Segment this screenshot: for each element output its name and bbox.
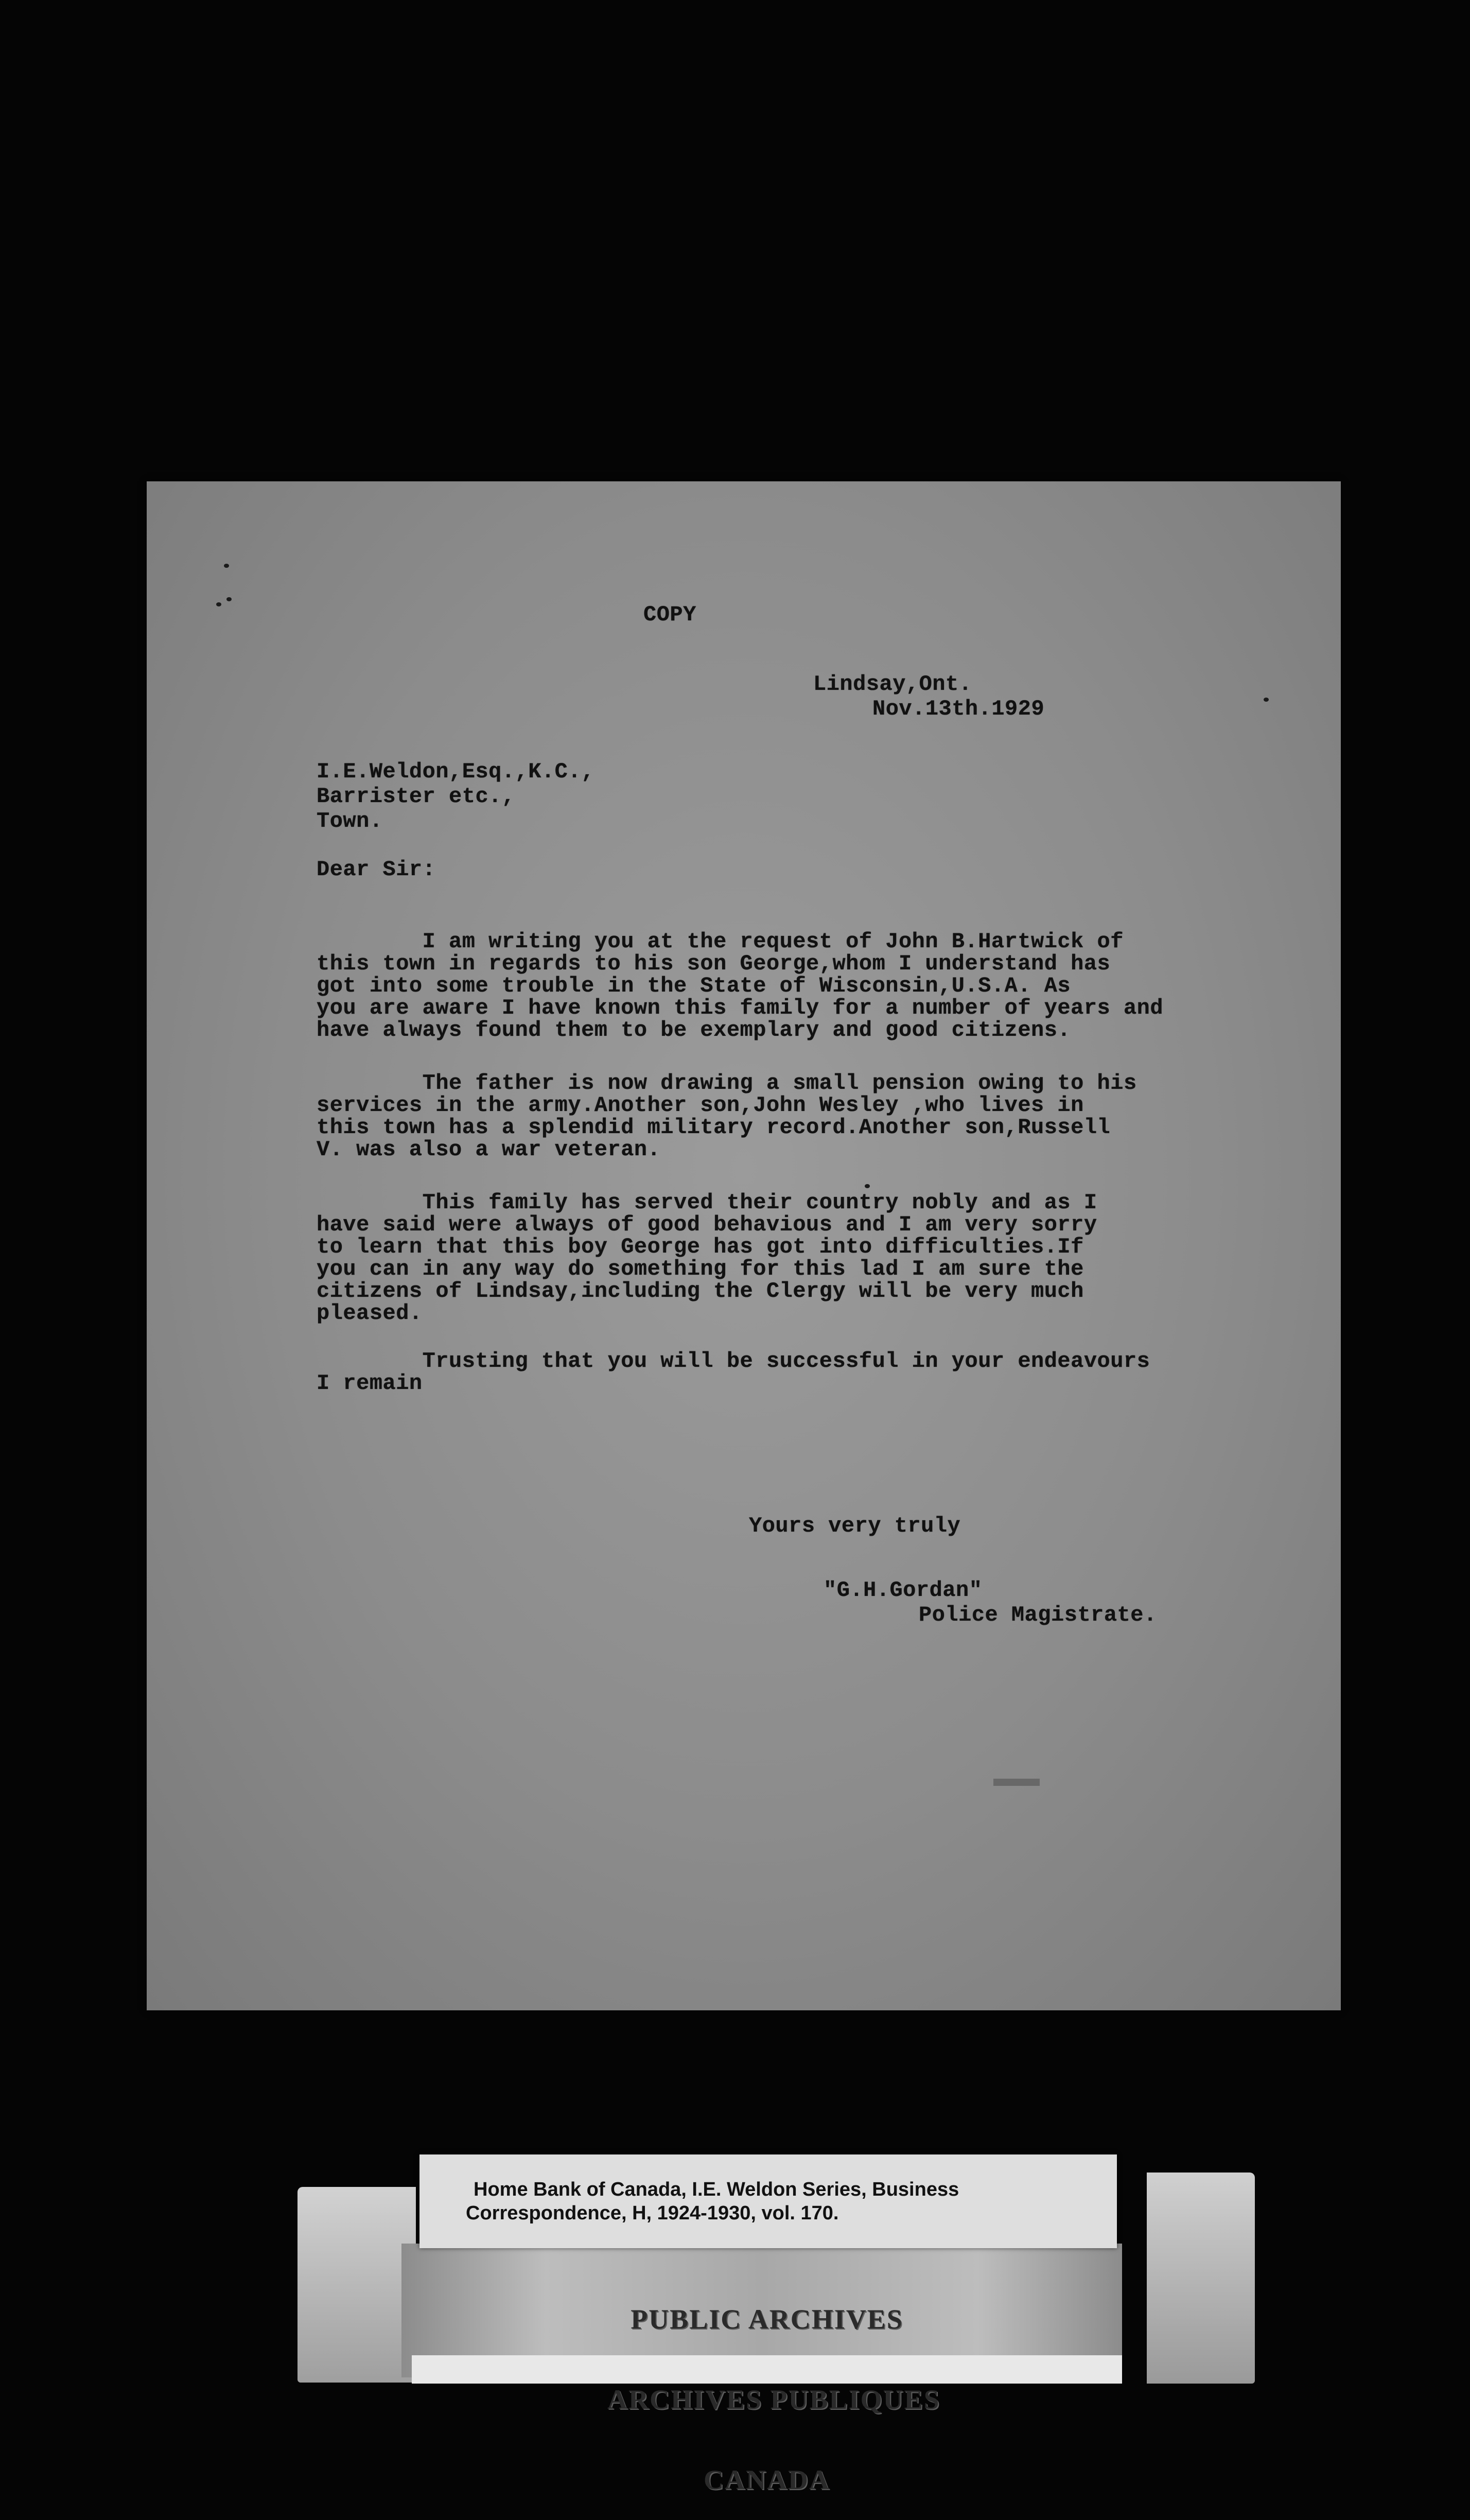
letter-sheet bbox=[147, 481, 1341, 2010]
dust-speck bbox=[216, 602, 221, 606]
paragraph-line: you can in any way do something for this lad I am sure the bbox=[317, 1257, 1084, 1281]
archive-label-line-2: Correspondence, H, 1924-1930, vol. 170. bbox=[466, 2202, 839, 2224]
dust-speck bbox=[865, 1184, 870, 1188]
paragraph-line: this town has a splendid military record.Another son,Russell bbox=[317, 1115, 1111, 1140]
paragraph-line: I am writing you at the request of John B.Hartwick of bbox=[317, 929, 1124, 954]
signatory-title: Police Magistrate. bbox=[919, 1603, 1157, 1627]
archive-label-line-1: Home Bank of Canada, I.E. Weldon Series, Business bbox=[474, 2179, 959, 2200]
paragraph-line: Trusting that you will be successful in your endeavours bbox=[317, 1349, 1150, 1374]
letter-place: Lindsay,Ont. bbox=[813, 672, 972, 697]
recipient-line-2: Barrister etc., bbox=[317, 784, 515, 809]
paragraph-line: citizens of Lindsay,including the Clergy will be very much bbox=[317, 1279, 1084, 1304]
archives-stamp bbox=[607, 2252, 940, 2520]
paragraph-line: The father is now drawing a small pension owing to his bbox=[317, 1071, 1137, 1096]
paragraph-line: you are aware I have known this family for a number of years and bbox=[317, 996, 1164, 1020]
signature: "G.H.Gordan" bbox=[824, 1578, 983, 1603]
stamp-line-3: CANADA bbox=[704, 2464, 830, 2495]
dust-speck bbox=[224, 564, 229, 568]
paragraph-line: have always found them to be exemplary and good citizens. bbox=[317, 1018, 1071, 1042]
paragraph-line: have said were always of good behavious and I am very sorry bbox=[317, 1212, 1097, 1237]
paragraph-line: this town in regards to his son George,whom I understand has bbox=[317, 951, 1111, 976]
closing: Yours very truly bbox=[749, 1514, 961, 1538]
copy-mark: COPY bbox=[643, 602, 696, 627]
paragraph-line: This family has served their country nobly and as I bbox=[317, 1190, 1097, 1215]
archive-clip-right bbox=[1147, 2173, 1255, 2384]
stamp-line-1: PUBLIC ARCHIVES bbox=[631, 2304, 903, 2335]
salutation: Dear Sir: bbox=[317, 857, 436, 882]
paragraph-line: V. was also a war veteran. bbox=[317, 1137, 661, 1162]
paragraph-line: services in the army.Another son,John Wesley ,who lives in bbox=[317, 1093, 1084, 1118]
archive-clip-left bbox=[297, 2187, 416, 2383]
stamp-line-2: ARCHIVES PUBLIQUES bbox=[607, 2384, 940, 2415]
paragraph-line: got into some trouble in the State of Wisconsin,U.S.A. As bbox=[317, 974, 1071, 998]
archive-label bbox=[419, 2154, 1117, 2248]
paragraph-line: to learn that this boy George has got into difficulties.If bbox=[317, 1235, 1084, 1259]
dust-speck bbox=[226, 597, 232, 601]
paragraph-line: pleased. bbox=[317, 1301, 423, 1326]
faint-mark bbox=[993, 1779, 1040, 1786]
letter-date: Nov.13th.1929 bbox=[872, 697, 1045, 721]
recipient-line-1: I.E.Weldon,Esq.,K.C., bbox=[317, 759, 594, 784]
dust-speck bbox=[1264, 698, 1269, 702]
paragraph-line: I remain bbox=[317, 1371, 423, 1396]
recipient-line-3: Town. bbox=[317, 809, 383, 833]
